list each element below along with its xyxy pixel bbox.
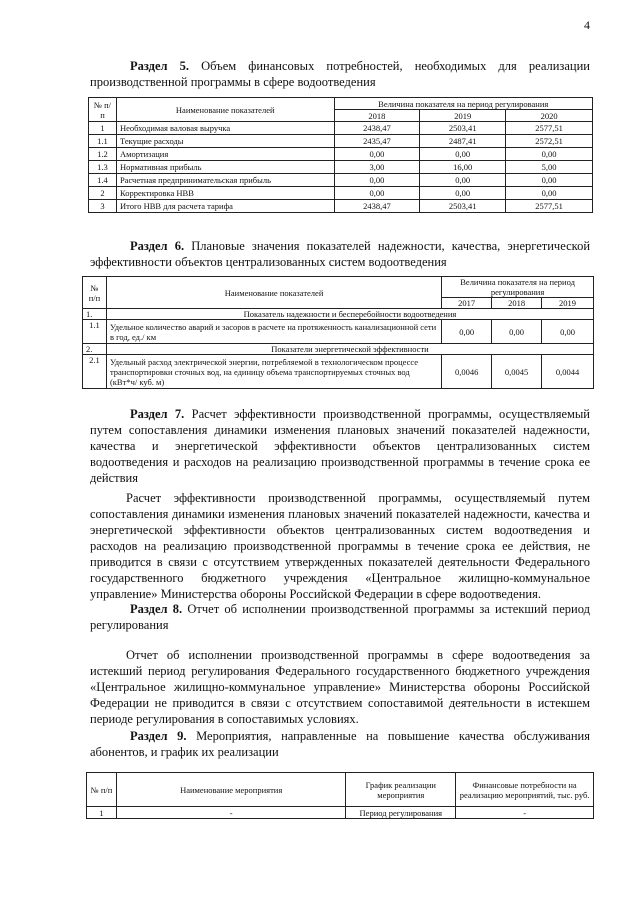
table-row [89, 122, 593, 135]
section6-title: Плановые значения показателей надежности, качества, энергетической эффективности объектов централизованных систем водоотведения [90, 239, 591, 269]
cell: 2438,47 [334, 200, 420, 213]
cell: Текущие расходы [116, 135, 334, 148]
cell: 0,00 [420, 187, 506, 200]
section5-table [88, 97, 593, 213]
cell: 0,0044 [542, 355, 594, 389]
section5-title: Объем финансовых потребностей, необходимых для реализации производственной программы в сфере водоотведения [90, 59, 590, 89]
cell: 5,00 [506, 161, 593, 174]
cell: 0,00 [506, 174, 593, 187]
table-row [87, 807, 594, 819]
cell: 2503,41 [420, 200, 506, 213]
s6-col-group: Величина показателя на период регулирования [442, 277, 594, 298]
table-row [89, 200, 593, 213]
section9-table [86, 772, 594, 819]
cell: Удельный расход электрической энергии, потребляемой в технологическом процессе транспортировки сточных вод, на единицу объема транспортируемых сточных вод (кВт*ч/ куб. м) [106, 355, 441, 389]
cell: 2 [89, 187, 117, 200]
s9-col-finance: Финансовые потребности на реализацию мероприятий, тыс. руб. [456, 773, 594, 807]
cell: 1.1 [83, 320, 107, 344]
cell: 2435,47 [334, 135, 420, 148]
s6-year: 2017 [442, 298, 492, 309]
cell: 2577,51 [506, 200, 593, 213]
table-group-row [83, 309, 594, 320]
cell: Корректировка НВВ [116, 187, 334, 200]
table-row [89, 174, 593, 187]
cell: 2577,51 [506, 122, 593, 135]
cell: 2. [83, 344, 107, 355]
cell: 0,0045 [492, 355, 542, 389]
cell: Необходимая валовая выручка [116, 122, 334, 135]
cell: Показатель надежности и бесперебойности водоотведения [106, 309, 593, 320]
section6-table [82, 276, 594, 389]
s5-col-group: Величина показателя на период регулирования [334, 98, 593, 110]
cell: 0,00 [506, 187, 593, 200]
table-row [83, 355, 594, 389]
s9-col-name: Наименование мероприятия [116, 773, 345, 807]
table-row [83, 320, 594, 344]
section7-heading [90, 406, 590, 486]
section8-heading [90, 601, 590, 633]
section7-label: Раздел 7. [130, 407, 185, 421]
s6-col-num: № п/п [83, 277, 107, 309]
s5-col-num: № п/п [89, 98, 117, 122]
section8-body: Отчет об исполнении производственной программы в сфере водоотведения за истекший период регулирования Федерального государственного бюджетного учреждения «Центральное жилищно-коммунальное управление» Министерства обороны Российской Федерации не приводится в связи с отсутствием сопоставимой деятельности в истекшем периоде регулирования в сопоставимых условиях. [90, 648, 590, 726]
s5-col-name: Наименование показателей [116, 98, 334, 122]
cell: 1.3 [89, 161, 117, 174]
s6-year: 2018 [492, 298, 542, 309]
table-group-row [83, 344, 594, 355]
cell: 0,00 [506, 148, 593, 161]
cell: - [116, 807, 345, 819]
s5-year: 2019 [420, 110, 506, 122]
cell: 1 [87, 807, 117, 819]
section9-label: Раздел 9. [130, 729, 187, 743]
cell: 1.2 [89, 148, 117, 161]
section6-heading [90, 238, 590, 270]
page-number: 4 [584, 18, 590, 32]
cell: 0,00 [420, 174, 506, 187]
cell: Амортизация [116, 148, 334, 161]
cell: 16,00 [420, 161, 506, 174]
section9-title: Мероприятия, направленные на повышение качества обслуживания абонентов, и график их реализации [90, 729, 590, 759]
section9-heading [90, 728, 590, 760]
section8-label: Раздел 8. [130, 602, 183, 616]
cell: 1.4 [89, 174, 117, 187]
cell: Период регулирования [346, 807, 456, 819]
cell: Удельное количество аварий и засоров в расчете на протяженность канализационной сети в год, ед./ км [106, 320, 441, 344]
s5-year: 2020 [506, 110, 593, 122]
cell: 2438,47 [334, 122, 420, 135]
cell: 1.1 [89, 135, 117, 148]
cell: 0,00 [334, 187, 420, 200]
s6-year: 2019 [542, 298, 594, 309]
section5-label: Раздел 5. [130, 59, 190, 73]
cell: 0,00 [442, 320, 492, 344]
s5-year: 2018 [334, 110, 420, 122]
cell: - [456, 807, 594, 819]
cell: 3 [89, 200, 117, 213]
cell: 1 [89, 122, 117, 135]
table-row [89, 135, 593, 148]
section5-heading [90, 58, 590, 90]
cell: Расчетная предпринимательская прибыль [116, 174, 334, 187]
cell: 2.1 [83, 355, 107, 389]
section7-body: Расчет эффективности производственной программы, осуществляемый путем сопоставления динамики изменения плановых значений показателей надежности, качества и энергетической эффективности объектов централизованных систем водоотведения и расходов на реализацию производственной программы в течение срока ее действия, не приводится в связи с отсутствием утвержденных показателей деятельности Федерального государственного бюджетного учреждения «Центральное жилищно-коммунальное управление» Министерства обороны Российской Федерации в сфере водоотведения. [90, 491, 590, 601]
cell: 0,00 [492, 320, 542, 344]
cell: 0,0046 [442, 355, 492, 389]
cell: 2503,41 [420, 122, 506, 135]
cell: 1. [83, 309, 107, 320]
cell: 0,00 [420, 148, 506, 161]
cell: 3,00 [334, 161, 420, 174]
cell: 0,00 [334, 148, 420, 161]
cell: 0,00 [334, 174, 420, 187]
cell: 0,00 [542, 320, 594, 344]
section6-label: Раздел 6. [130, 239, 185, 253]
cell: Показатели энергетической эффективности [106, 344, 593, 355]
table-row [89, 161, 593, 174]
table-row [89, 187, 593, 200]
section8-title: Отчет об исполнении производственной программы за истекший период регулирования [90, 602, 590, 632]
s9-col-schedule: График реализации мероприятия [346, 773, 456, 807]
section7-title: Расчет эффективности производственной программы, осуществляемый путем сопоставления динамики изменения плановых значений показателей надежности, качества и энергетической эффективности объектов централизованных систем водоотведения и расходов на реализацию производственной программы в течение срока ее действия [90, 407, 590, 485]
cell: 2487,41 [420, 135, 506, 148]
s9-col-num: № п/п [87, 773, 117, 807]
cell: 2572,51 [506, 135, 593, 148]
s6-col-name: Наименование показателей [106, 277, 441, 309]
cell: Итого НВВ для расчета тарифа [116, 200, 334, 213]
cell: Нормативная прибыль [116, 161, 334, 174]
table-row [89, 148, 593, 161]
